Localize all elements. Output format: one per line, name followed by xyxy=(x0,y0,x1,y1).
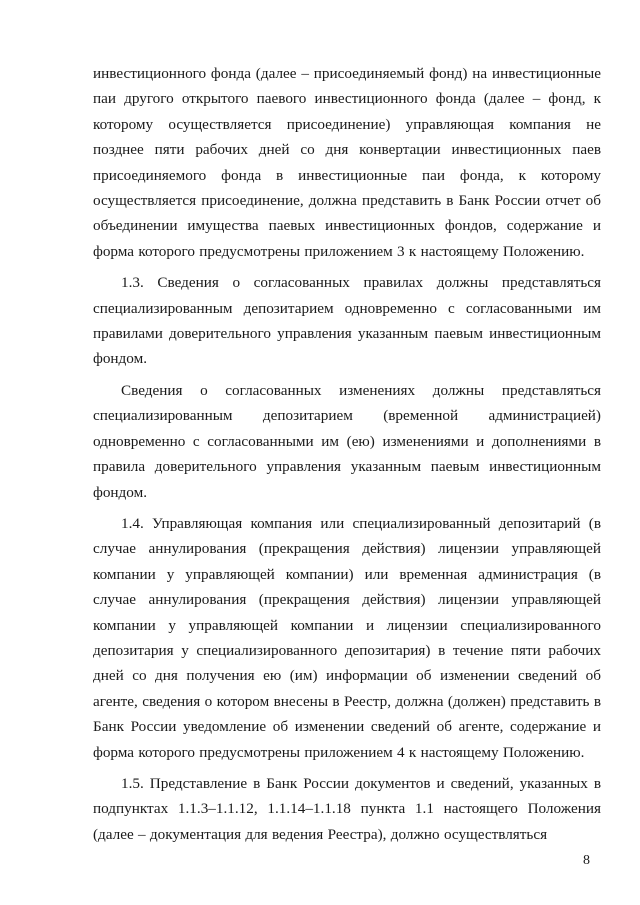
paragraph-1-5: 1.5. Представление в Банк России документов и сведений, указанных в подпунктах 1.1.3–1.1.12, 1.1.14–1.1.18 пункта 1.1 настоящего Положения (далее – документация для ведения Реестра), должно осуществляться xyxy=(93,774,601,843)
paragraph-1-3: 1.3. Сведения о согласованных правилах должны представляться специализированным депозитарием одновременно с согласованными им правилами доверительного управления указанным паевым инвестиционным фондом. xyxy=(93,274,601,368)
page-number: 8 xyxy=(583,853,590,868)
document-body xyxy=(93,61,601,847)
paragraph-continuation: инвестиционного фонда (далее – присоединяемый фонд) на инвестиционные паи другого открытого паевого инвестиционного фонда (далее – фонд, к которому осуществляется присоединение) управляющая компания не позднее пяти рабочих дней со дня конвертации инвестиционных паев присоединяемого фонда в инвестиционные паи фонда, к которому осуществляется присоединение, должна представить в Банк России отчет об объединении имущества паевых инвестиционных фондов, содержание и форма которого предусмотрены приложением 3 к настоящему Положению. xyxy=(93,65,601,260)
paragraph-1-4: 1.4. Управляющая компания или специализированный депозитарий (в случае аннулирования (прекращения действия) лицензии управляющей компании у управляющей компании) или временная администрация (в случае аннулирования (прекращения действия) лицензии управляющей компании у управляющей компании и лицензии специализированного депозитария у специализированного депозитария) в течение пяти рабочих дней со дня получения ею (им) информации об изменении сведений об агенте, сведения о котором внесены в Реестр, должна (должен) представить в Банк России уведомление об изменении сведений об агенте, содержание и форма которого предусмотрены приложением 4 к настоящему Положению. xyxy=(93,514,601,761)
paragraph-changes-info: Сведения о согласованных изменениях должны представляться специализированным депозитарием (временной администрацией) одновременно с согласованными им (ею) изменениями и дополнениями в правила доверительного управления указанным паевым инвестиционным фондом. xyxy=(93,381,601,501)
